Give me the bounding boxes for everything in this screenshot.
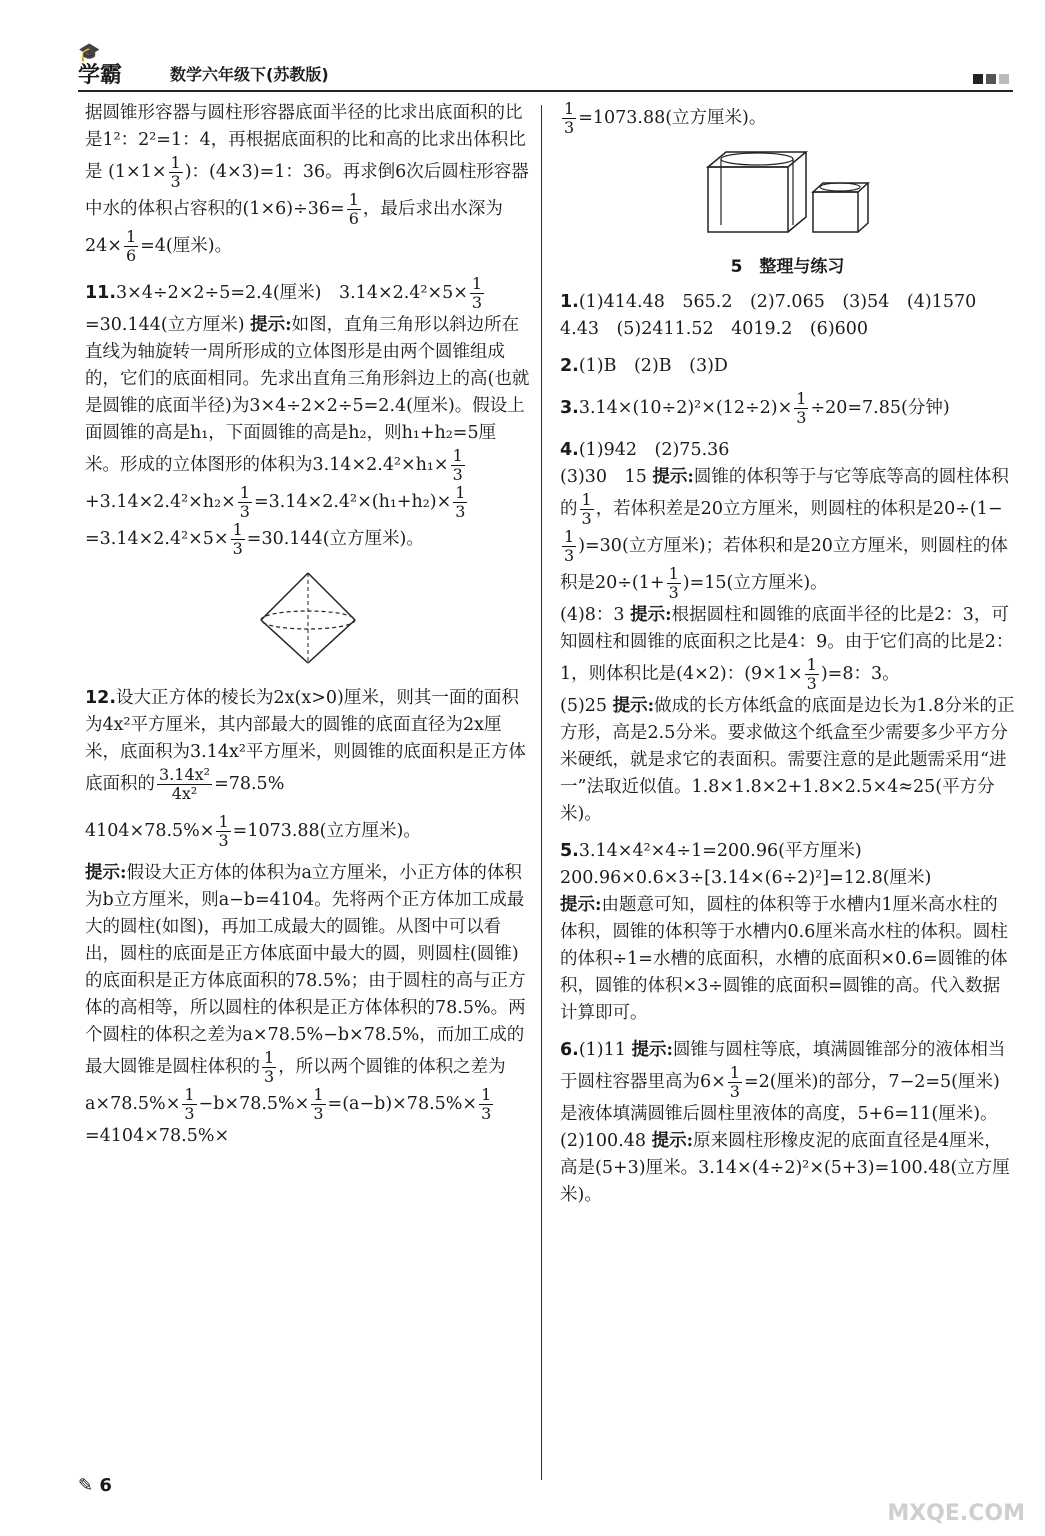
double-cone-icon bbox=[253, 568, 363, 668]
book-title: 数学六年级下(苏教版) bbox=[170, 65, 329, 84]
section-title: 5 整理与练习 bbox=[730, 257, 845, 277]
fraction: $\frac{1}{3}$ bbox=[796, 389, 807, 427]
watermark: MXQE.COM bbox=[887, 1501, 1025, 1526]
fraction: $\frac{1}{3}$ bbox=[481, 1085, 492, 1123]
answer-11: 11.3×4÷2×2÷5=2.4(厘米) 3.14×2.4²×5× $\frac{1}{3}$ =30.144(立方厘米) 提示:如图，直角三角形以斜边所在直线为轴旋转一周所形成的立体图形是由两个圆锥组成的，它们的底面相同。先求出直角三角形斜边上的高(也就是圆锥的底面半径)为3×4÷2×2÷5=2.4(厘米)。假设上面圆锥的高是h₁，下面圆锥的高是h₂，则h₁+h₂=5厘米。形成的立体图形的体积为3.14×2.4²×h₁× $\frac{1}{3}$ +3.14×2.4²×h₂× $\frac{1}{3}$ =3.14×2.4²×(h₁+h₂)× $\frac{1}{3}$ =3.14×2.4²×5× $\frac{1}{3}$ =30.144(立方厘米)。 bbox=[85, 274, 530, 558]
answer-12-result: 4104×78.5%× $\frac{1}{3}$ =1073.88(立方厘米)。 bbox=[85, 812, 421, 850]
fraction: $\frac{1}{3}$ bbox=[564, 99, 575, 137]
answer-1: 1.(1)414.48 565.2 (2)7.065 (3)54 (4)1570 4.43 (5)2411.52 4019.2 (6)600 bbox=[560, 292, 994, 339]
answer-12: 12.设大正方体的棱长为2x(x>0)厘米，则其一面的面积为4x²平方厘米，其内部最大的圆锥的底面直径为2x厘米，底面积为3.14x²平方厘米，则圆锥的底面积是正方体底面积的 $\frac{\text{3.14x²}}{\text{4x²}}$ =78.5% bbox=[85, 688, 526, 803]
cube-cylinder-icon bbox=[698, 147, 878, 237]
answer-2: 2.(1)B (2)B (3)D bbox=[560, 356, 728, 376]
brand-logo: 学霸 bbox=[78, 63, 123, 88]
header-rule bbox=[78, 90, 1013, 92]
fraction: $\frac{1}{3}$ bbox=[581, 490, 592, 528]
column-divider bbox=[541, 105, 542, 1480]
page-footer bbox=[78, 1475, 112, 1496]
fraction: $\frac{1}{3}$ bbox=[170, 153, 181, 191]
hint-label: 提示: bbox=[560, 895, 602, 915]
marker-square-icon bbox=[999, 74, 1009, 84]
fraction: $\frac{1}{6}$ bbox=[125, 227, 137, 265]
hint-label: 提示: bbox=[85, 863, 127, 883]
fraction: $\frac{1}{3}$ bbox=[564, 527, 575, 565]
fraction: $\frac{\text{3.14x²}}{\text{4x²}}$ bbox=[159, 765, 211, 803]
fraction: $\frac{1}{3}$ bbox=[313, 1085, 324, 1123]
answer-12-hint: 提示:假设大正方体的体积为a立方厘米，小正方体的体积为b立方厘米，则a−b=4104。先将两个正方体加工成最大的圆柱(如图)，再加工成最大的圆锥。从图中可以看出，圆柱的底面是正方体底面中最大的圆，则圆柱(圆锥)的底面积是正方体底面积的78.5%；由于圆柱的高与正方体的高相等，所以圆柱的体积是正方体体积的78.5%。两个圆柱的体积之差为a×78.5%−b×78.5%，而加工成的最大圆锥是圆柱体积的 $\frac{1}{3}$ ，所以两个圆锥的体积之差为a×78.5%× $\frac{1}{3}$ −b×78.5%× $\frac{1}{3}$ =(a−b)×78.5%× $\frac{1}{3}$ =4104×78.5%× bbox=[85, 863, 526, 1146]
fraction: $\frac{1}{3}$ bbox=[218, 812, 229, 850]
answer-5: 5.3.14×4²×4÷1=200.96(平方厘米) 200.96×0.6×3÷[3.14×(6÷2)²]=12.8(厘米) 提示:由题意可知，圆柱的体积等于水槽内1厘米高水柱的体积，圆锥的体积等于水槽内0.6厘米高水柱的体积。圆柱的体积÷1=水槽的底面积，水槽的底面积×0.6=圆锥的体积，圆锥的体积×3÷圆锥的底面积=圆锥的高。代入数据计算即可。 bbox=[560, 841, 1008, 1023]
fraction: $\frac{1}{3}$ bbox=[471, 274, 483, 312]
hint-label: 提示: bbox=[651, 1131, 694, 1151]
fraction: $\frac{1}{3}$ bbox=[264, 1048, 275, 1086]
fraction: $\frac{1}{3}$ bbox=[452, 446, 463, 484]
left-column bbox=[85, 100, 530, 1160]
marker-square-icon bbox=[973, 74, 983, 84]
mortarboard-icon: 🎓 bbox=[78, 42, 101, 63]
hint-label: 提示: bbox=[631, 1040, 673, 1060]
answer-6: 6.(1)11 提示:圆锥与圆柱等底，填满圆锥部分的液体相当于圆柱容器里高为6× $\frac{1}{3}$ =2(厘米)的部分，7−2=5(厘米)是液体填满圆锥后圆柱里液体的高度，5+6=11(厘米)。 (2)100.48 提示:原来圆柱形橡皮泥的底面直径是4厘米，高是(5+3)厘米。3.14×(4÷2)²×(5+3)=100.48(立方厘米)。 bbox=[560, 1040, 1010, 1205]
page-number: 6 bbox=[99, 1475, 112, 1496]
fraction: $\frac{1}{3}$ bbox=[806, 655, 817, 693]
page-header bbox=[78, 42, 1013, 92]
answer-10-continued: 据圆锥形容器与圆柱形容器底面半径的比求出底面积的比是1²：2²=1：4，再根据底面积的比和高的比求出体积比是 (1×1× $\frac{1}{3}$ )：(4×3)=1：36。再求倒6次后圆柱形容器中水的体积占容积的(1×6)÷36= $\frac{1}{6}$ ，最后求出水深为24× $\frac{1}{6}$ =4(厘米)。 bbox=[85, 103, 529, 265]
hint-label: 提示: bbox=[612, 696, 655, 716]
fraction: $\frac{1}{3}$ bbox=[239, 483, 250, 521]
marker-square-icon bbox=[986, 74, 996, 84]
answer-3: 3.3.14×(10÷2)²×(12÷2)× $\frac{1}{3}$ ÷20=7.85(分钟) bbox=[560, 389, 950, 427]
fraction: $\frac{1}{3}$ bbox=[184, 1085, 195, 1123]
answer-4: 4.(1)942 (2)75.36 (3)30 15 提示:圆锥的体积等于与它等底等高的圆柱体积的 $\frac{1}{3}$ ，若体积差是20立方厘米，则圆柱的体积是20÷(1− $\frac{1}{3}$ )=30(立方厘米)；若体积和是20立方厘米，则圆柱的体积是20÷(1+ $\frac{1}{3}$ )=15(立方厘米)。 (4)8：3 提示:根据圆柱和圆锥的底面半径的比是2：3，可知圆柱和圆锥的底面积之比是4：9。由于它们高的比是2：1，则体积比是(4×2)：(9×1× $\frac{1}{3}$ )=8：3。 (5)25 提示:做成的长方体纸盒的底面是边长为1.8分米的正方形，高是2.5分米。要求做这个纸盒至少需要多少平方分米硬纸，就是求它的表面积。需要注意的是此题需采用“进一”法取近似值。1.8×1.8×2+1.8×2.5×4≈25(平方分米)。 bbox=[560, 440, 1015, 824]
hint-label: 提示: bbox=[250, 315, 292, 335]
answer-12-continued: $\frac{1}{3}$ =1073.88(立方厘米)。 bbox=[564, 99, 767, 137]
fraction: $\frac{1}{3}$ bbox=[455, 483, 466, 521]
hint-label: 提示: bbox=[652, 467, 694, 487]
fraction: $\frac{1}{3}$ bbox=[668, 564, 679, 602]
fraction: $\frac{1}{3}$ bbox=[232, 520, 243, 558]
pencil-icon: ✎ bbox=[78, 1475, 94, 1496]
double-cone-figure bbox=[85, 568, 530, 677]
fraction: $\frac{1}{3}$ bbox=[729, 1063, 740, 1101]
fraction: $\frac{1}{6}$ bbox=[348, 190, 359, 228]
cube-cylinder-figure bbox=[560, 147, 1015, 246]
right-column bbox=[560, 100, 1015, 1219]
hint-label: 提示: bbox=[630, 605, 672, 625]
